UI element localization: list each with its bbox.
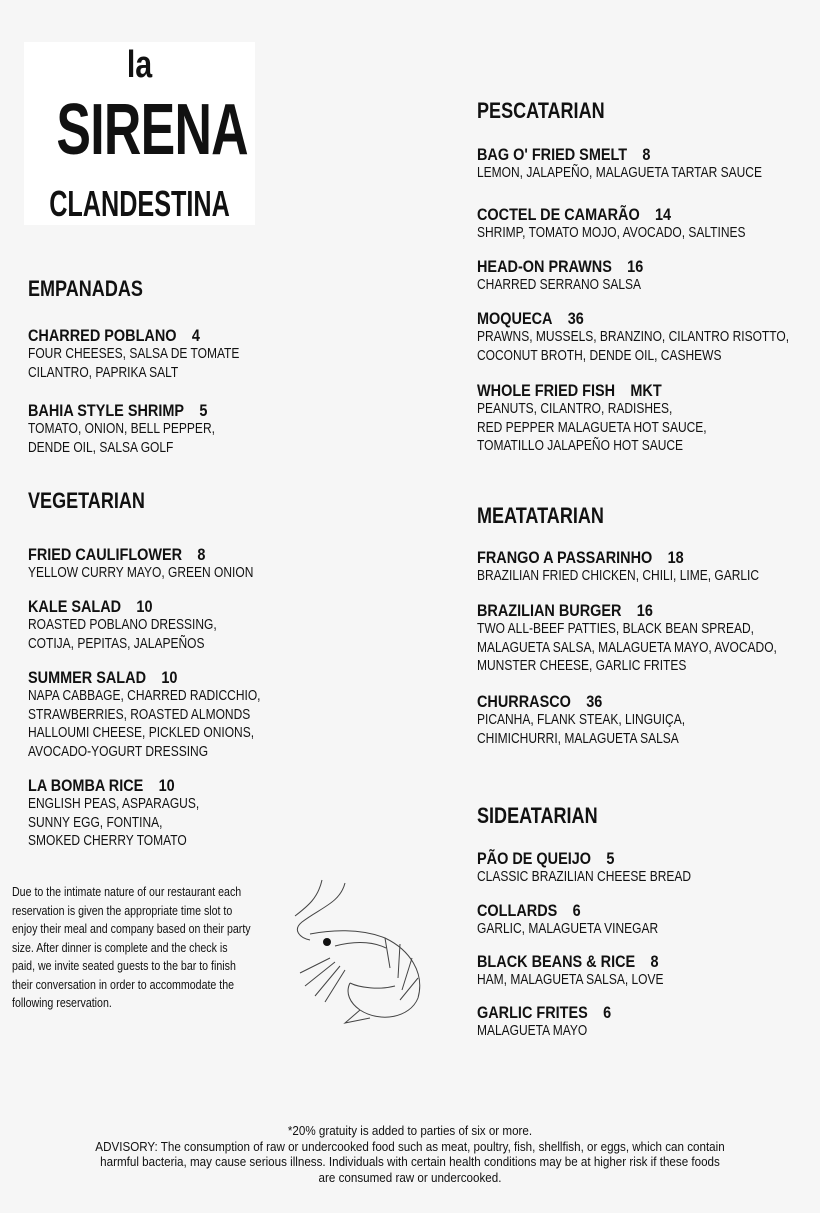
reservation-note-line: reservation is given the appropriate time slot to <box>12 903 233 918</box>
menu-item-name: MOQUECA <box>477 309 553 328</box>
menu-item-description: CHIMICHURRI, MALAGUETA SALSA <box>477 729 679 747</box>
menu-item-name-row <box>477 692 698 711</box>
menu-item <box>477 1003 635 1041</box>
section-heading-empanadas: EMPANADAS <box>28 276 143 301</box>
menu-item-price: 6 <box>572 901 581 920</box>
advisory-line: harmful bacteria, may cause serious illness. Individuals with certain health conditions may be at higher risk if these foods <box>100 1155 720 1169</box>
menu-item-description: CILANTRO, PAPRIKA SALT <box>28 363 179 381</box>
menu-item-description: COCONUT BROTH, DENDE OIL, CASHEWS <box>477 346 722 364</box>
menu-item <box>477 309 820 365</box>
menu-item <box>477 381 764 456</box>
menu-item-price: 16 <box>636 601 653 620</box>
menu-item-description: ENGLISH PEAS, ASPARAGUS, <box>28 795 200 812</box>
menu-item-description: HALLOUMI CHEESE, PICKLED ONIONS, <box>28 724 255 741</box>
logo-clandestina: CLANDESTINA <box>49 183 230 224</box>
menu-item-price: 14 <box>655 205 672 224</box>
menu-item-description: TWO ALL-BEEF PATTIES, BLACK BEAN SPREAD, <box>477 620 754 637</box>
menu-item-name: HEAD-ON PRAWNS <box>477 257 612 276</box>
menu-item-description: DENDE OIL, SALSA GOLF <box>28 438 174 456</box>
logo-la: la <box>126 44 153 86</box>
menu-item-name-row <box>28 326 253 345</box>
menu-item-price: 4 <box>191 326 200 345</box>
menu-item <box>477 901 703 939</box>
menu-item <box>28 597 264 653</box>
menu-item-price: 8 <box>650 952 659 971</box>
menu-item-name-row <box>477 257 651 276</box>
menu-item <box>477 952 710 990</box>
menu-item-name-row <box>477 601 796 620</box>
shrimp-illustration-icon <box>290 878 440 1028</box>
menu-item-name: COLLARDS <box>477 901 558 920</box>
menu-item <box>477 548 820 586</box>
menu-item-name: FRIED CAULIFLOWER <box>28 545 183 564</box>
menu-item-name-row <box>477 548 777 567</box>
menu-item-price: 8 <box>642 145 651 164</box>
menu-item <box>477 145 820 183</box>
menu-item-description: TOMATO, ONION, BELL PEPPER, <box>28 420 215 437</box>
menu-item-price: 5 <box>606 849 615 868</box>
menu-item <box>477 849 745 887</box>
menu-item-name-row <box>477 849 704 868</box>
menu-item-name: COCTEL DE CAMARÃO <box>477 205 640 224</box>
menu-item-name: BLACK BEANS & RICE <box>477 952 636 971</box>
menu-item-description: MALAGUETA MAYO <box>477 1022 588 1039</box>
menu-item-name-row <box>28 545 267 564</box>
menu-item-description: LEMON, JALAPEÑO, MALAGUETA TARTAR SAUCE <box>477 164 762 181</box>
menu-item-description: STRAWBERRIES, ROASTED ALMONDS <box>28 705 251 723</box>
menu-item-description: ROASTED POBLANO DRESSING, <box>28 616 217 633</box>
menu-item-description: SMOKED CHERRY TOMATO <box>28 832 187 849</box>
section-heading-sideatarian: SIDEATARIAN <box>477 803 598 828</box>
menu-item-description: COTIJA, PEPITAS, JALAPEÑOS <box>28 634 205 652</box>
menu-item-description: PICANHA, FLANK STEAK, LINGUIÇA, <box>477 711 686 728</box>
menu-item-name-row <box>477 901 669 920</box>
advisory-line: ADVISORY: The consumption of raw or undercooked food such as meat, poultry, fish, shellfish, or eggs, which can contain <box>95 1139 725 1154</box>
menu-item-description: SUNNY EGG, FONTINA, <box>28 813 163 831</box>
menu-item-description: SHRIMP, TOMATO MOJO, AVOCADO, SALTINES <box>477 224 746 241</box>
menu-item-name: LA BOMBA RICE <box>28 776 144 795</box>
menu-item <box>28 401 262 457</box>
menu-item-price: 18 <box>667 548 684 567</box>
gratuity-note: *20% gratuity is added to parties of six or more. <box>287 1124 533 1138</box>
menu-item-description: GARLIC, MALAGUETA VINEGAR <box>477 920 659 937</box>
menu-item-price: 10 <box>136 597 153 616</box>
menu-item-name: BAHIA STYLE SHRIMP <box>28 401 185 420</box>
menu-item-name: KALE SALAD <box>28 597 122 616</box>
footer-advisory <box>0 1124 820 1186</box>
menu-item <box>28 326 292 382</box>
menu-item-description: CLASSIC BRAZILIAN CHEESE BREAD <box>477 868 692 885</box>
advisory-line: are consumed raw or undercooked. <box>318 1170 502 1185</box>
menu-item-price: MKT <box>630 381 662 400</box>
reservation-note-line: enjoy their meal and company based on their party <box>12 922 251 936</box>
menu-item-description: MUNSTER CHEESE, GARLIC FRITES <box>477 657 687 674</box>
reservation-note-line: Due to the intimate nature of our restaurant each <box>12 885 242 899</box>
menu-item <box>28 545 310 583</box>
reservation-note-line: their conversation in order to accommodate the <box>12 977 235 992</box>
menu-item <box>477 205 813 243</box>
menu-item <box>477 692 737 748</box>
menu-item-description: FOUR CHEESES, SALSA DE TOMATE <box>28 345 240 362</box>
menu-item-name-row <box>477 145 780 164</box>
menu-item-price: 6 <box>603 1003 612 1022</box>
menu-item-description: RED PEPPER MALAGUETA HOT SAUCE, <box>477 418 707 436</box>
reservation-note-line: size. After dinner is complete and the check is <box>12 940 228 955</box>
menu-item-name-row <box>28 668 275 687</box>
menu-item <box>477 601 820 676</box>
menu-item-price: 10 <box>161 668 178 687</box>
menu-item-name: GARLIC FRITES <box>477 1003 588 1022</box>
menu-item <box>477 257 682 295</box>
menu-item-name-row <box>477 205 762 224</box>
menu-item-name: CHARRED POBLANO <box>28 326 177 345</box>
menu-item-price: 8 <box>197 545 206 564</box>
menu-item-name-row <box>28 776 210 795</box>
menu-item-name: BAG O' FRIED SMELT <box>477 145 628 164</box>
section-heading-meatatarian: MEATATARIAN <box>477 503 604 528</box>
menu-item-name: BRAZILIAN BURGER <box>477 601 622 620</box>
menu-item-price: 5 <box>199 401 208 420</box>
menu-item-name-row <box>28 401 227 420</box>
menu-item-price: 36 <box>567 309 584 328</box>
reservation-note-line: following reservation. <box>12 996 112 1010</box>
restaurant-logo <box>24 42 255 225</box>
menu-item-price: 16 <box>627 257 644 276</box>
menu-item-name: SUMMER SALAD <box>28 668 147 687</box>
menu-item-name: PÃO DE QUEIJO <box>477 849 592 868</box>
menu-item <box>28 776 242 851</box>
menu-item-name-row <box>477 1003 611 1022</box>
menu-item-name-row <box>477 309 809 328</box>
menu-item <box>28 668 319 761</box>
menu-item-description: YELLOW CURRY MAYO, GREEN ONION <box>28 564 254 581</box>
menu-item-name: FRANGO A PASSARINHO <box>477 548 653 567</box>
menu-item-name: CHURRASCO <box>477 692 571 711</box>
menu-item-name: WHOLE FRIED FISH <box>477 381 616 400</box>
menu-item-name-row <box>477 381 721 400</box>
menu-item-description: NAPA CABBAGE, CHARRED RADICCHIO, <box>28 687 261 704</box>
menu-item-description: PEANUTS, CILANTRO, RADISHES, <box>477 400 673 417</box>
menu-item-name-row <box>477 952 675 971</box>
section-heading-vegetarian: VEGETARIAN <box>28 488 145 513</box>
menu-item-name-row <box>28 597 229 616</box>
menu-item-price: 36 <box>586 692 603 711</box>
menu-item-description: PRAWNS, MUSSELS, BRANZINO, CILANTRO RISOTTO, <box>477 328 790 345</box>
menu-item-description: MALAGUETA SALSA, MALAGUETA MAYO, AVOCADO, <box>477 638 777 656</box>
section-heading-pescatarian: PESCATARIAN <box>477 98 605 123</box>
menu-item-description: HAM, MALAGUETA SALSA, LOVE <box>477 971 664 988</box>
menu-item-description: BRAZILIAN FRIED CHICKEN, CHILI, LIME, GARLIC <box>477 567 760 584</box>
menu-item-description: CHARRED SERRANO SALSA <box>477 276 642 293</box>
menu-item-description: AVOCADO-YOGURT DRESSING <box>28 742 209 760</box>
reservation-note-line: paid, we invite seated guests to the bar to finish <box>12 959 236 973</box>
menu-item-description: TOMATILLO JALAPEÑO HOT SAUCE <box>477 437 684 454</box>
reservation-note <box>12 883 293 1013</box>
logo-sirena: SIRENA <box>56 90 248 170</box>
menu-item-price: 10 <box>158 776 175 795</box>
